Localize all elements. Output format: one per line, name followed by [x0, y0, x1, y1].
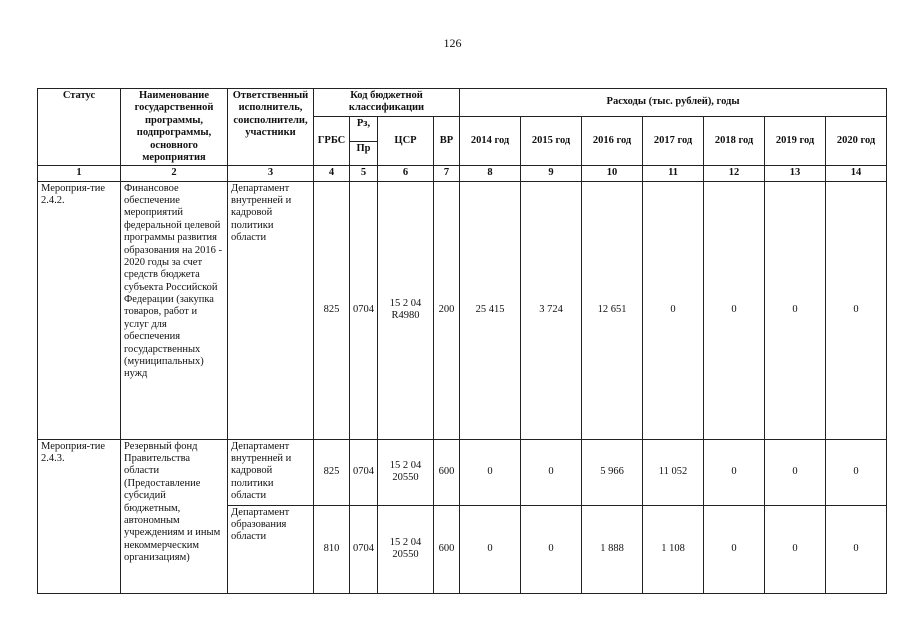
row-csr: 15 2 04 20550: [378, 505, 434, 593]
column-number: 10: [582, 166, 643, 181]
row-value: 0: [460, 439, 521, 505]
row-vr: 600: [434, 439, 460, 505]
header-budget-code: Код бюджетной классификации: [314, 89, 460, 117]
row-value: 0: [826, 439, 887, 505]
header-rz: Рз,: [350, 116, 378, 142]
column-number: 4: [314, 166, 350, 181]
row-grbs: 825: [314, 181, 350, 439]
row-value: 0: [765, 505, 826, 593]
header-vr: ВР: [434, 116, 460, 166]
row-vr: 600: [434, 505, 460, 593]
row-responsible: Департамент внутренней и кадровой политики области: [228, 439, 314, 505]
row-csr: 15 2 04 20550: [378, 439, 434, 505]
header-year: 2020 год: [826, 116, 887, 166]
row-responsible: Департамент внутренней и кадровой политики области: [228, 181, 314, 439]
header-grbs: ГРБС: [314, 116, 350, 166]
row-value: 1 108: [643, 505, 704, 593]
column-number: 12: [704, 166, 765, 181]
row-status: Мероприя-тие 2.4.3.: [38, 439, 121, 593]
row-rzpr: 0704: [350, 181, 378, 439]
column-number: 2: [121, 166, 228, 181]
row-value: 0: [521, 505, 582, 593]
row-program-name: Финансовое обеспечение мероприятий федеральной целевой программы развития образования на 2016 - 2020 годы за счет средств бюджета субъекта Российской Федерации (закупка товаров, работ и услуг для обеспечения государственных (муниципальных) нужд: [121, 181, 228, 439]
budget-table: [37, 88, 887, 594]
header-year: 2015 год: [521, 116, 582, 166]
header-year: 2019 год: [765, 116, 826, 166]
row-value: 12 651: [582, 181, 643, 439]
row-value: 0: [826, 181, 887, 439]
header-expenses: Расходы (тыс. рублей), годы: [460, 89, 887, 117]
row-value: 25 415: [460, 181, 521, 439]
row-vr: 200: [434, 181, 460, 439]
row-status: Мероприя-тие 2.4.2.: [38, 181, 121, 439]
table-row: [38, 181, 887, 439]
column-number: 3: [228, 166, 314, 181]
row-value: 0: [704, 181, 765, 439]
row-value: 5 966: [582, 439, 643, 505]
row-value: 0: [704, 439, 765, 505]
row-responsible: Департамент образования области: [228, 505, 314, 593]
header-year: 2016 год: [582, 116, 643, 166]
column-number: 14: [826, 166, 887, 181]
row-value: 3 724: [521, 181, 582, 439]
column-number: 8: [460, 166, 521, 181]
row-value: 0: [765, 439, 826, 505]
column-number: 1: [38, 166, 121, 181]
column-number: 9: [521, 166, 582, 181]
column-number: 7: [434, 166, 460, 181]
header-program-name: Наименование государственной программы, подпрограммы, основного мероприятия: [121, 89, 228, 166]
column-number: 6: [378, 166, 434, 181]
row-value: 0: [460, 505, 521, 593]
row-program-name: Резервный фонд Правительства области (Предоставление субсидий бюджетным, автономным учреждениям и иным некоммерческим организациям): [121, 439, 228, 593]
header-responsible: Ответственный исполнитель, соисполнители, участники: [228, 89, 314, 166]
row-value: 0: [765, 181, 826, 439]
table-row: [38, 439, 887, 505]
row-value: 11 052: [643, 439, 704, 505]
row-value: 0: [521, 439, 582, 505]
header-pr: Пр: [350, 142, 378, 166]
column-number: 13: [765, 166, 826, 181]
header-year: 2018 год: [704, 116, 765, 166]
row-grbs: 825: [314, 439, 350, 505]
row-value: 0: [826, 505, 887, 593]
row-rzpr: 0704: [350, 505, 378, 593]
row-value: 0: [643, 181, 704, 439]
header-status: Статус: [38, 89, 121, 166]
header-year: 2017 год: [643, 116, 704, 166]
page-number: 126: [443, 36, 462, 50]
row-rzpr: 0704: [350, 439, 378, 505]
row-grbs: 810: [314, 505, 350, 593]
column-number: 11: [643, 166, 704, 181]
row-value: 0: [704, 505, 765, 593]
row-value: 1 888: [582, 505, 643, 593]
header-year: 2014 год: [460, 116, 521, 166]
column-number: 5: [350, 166, 378, 181]
row-csr: 15 2 04 R4980: [378, 181, 434, 439]
header-csr: ЦСР: [378, 116, 434, 166]
